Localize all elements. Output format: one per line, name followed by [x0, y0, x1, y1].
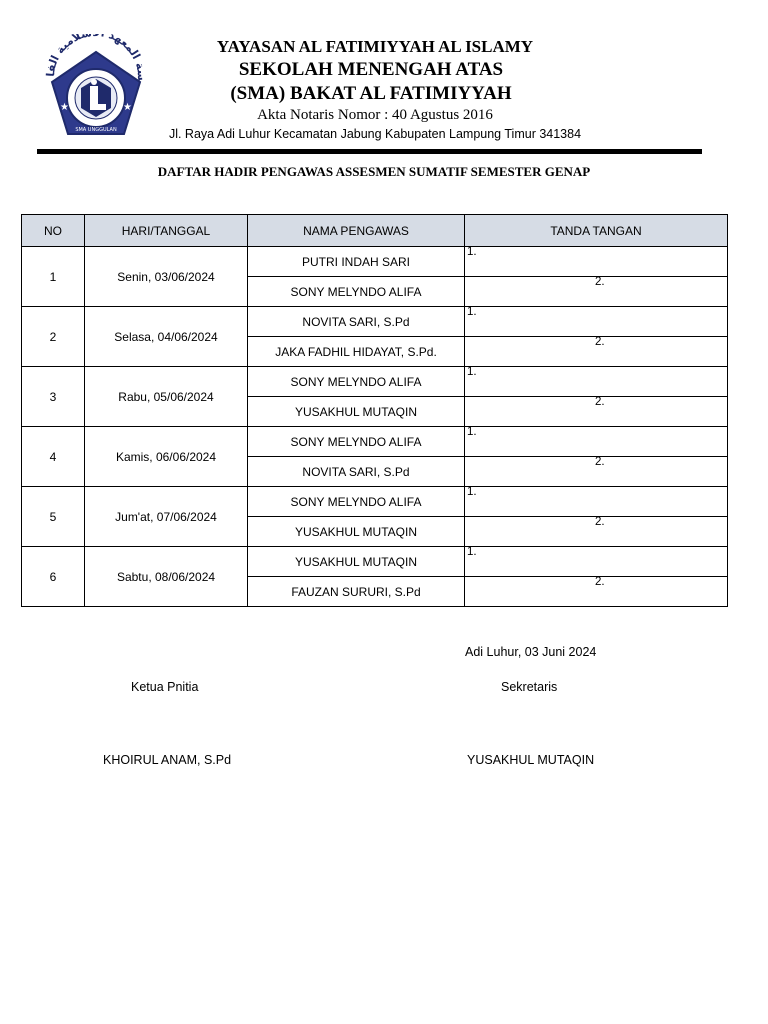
col-header-no: NO — [22, 215, 85, 247]
supervisor-1: NOVITA SARI, S.Pd — [248, 307, 465, 337]
signature-cell-1 — [465, 547, 728, 577]
signature-number-2: 2. — [595, 456, 605, 468]
signature-cell-1 — [465, 247, 728, 277]
signature-number-2: 2. — [595, 336, 605, 348]
signature-cell-2 — [465, 517, 728, 547]
table-row — [22, 307, 728, 337]
header-divider — [37, 149, 702, 154]
foundation-name: YAYASAN AL FATIMIYYAH AL ISLAMY — [216, 37, 534, 56]
signature-number-1: 1. — [467, 546, 477, 558]
signature-number-1: 1. — [467, 426, 477, 438]
row-date: Kamis, 06/06/2024 — [85, 427, 248, 487]
signature-cell-2 — [465, 277, 728, 307]
supervisor-1: SONY MELYNDO ALIFA — [248, 367, 465, 397]
signature-cell-1 — [465, 427, 728, 457]
svg-text:★: ★ — [123, 102, 132, 113]
signature-cell-2 — [465, 457, 728, 487]
col-header-supervisor: NAMA PENGAWAS — [248, 215, 465, 247]
row-date: Senin, 03/06/2024 — [85, 247, 248, 307]
supervisor-1: SONY MELYNDO ALIFA — [248, 427, 465, 457]
school-name: (SMA) BAKAT AL FATIMIYYAH — [230, 83, 512, 104]
signature-cell-1 — [465, 367, 728, 397]
supervisor-1: YUSAKHUL MUTAQIN — [248, 547, 465, 577]
attendance-table — [21, 214, 728, 607]
logo-bottom-text: SMA UNGGULAN — [75, 127, 117, 133]
table-row — [22, 367, 728, 397]
school-address: Jl. Raya Adi Luhur Kecamatan Jabung Kabupaten Lampung Timur 341384 — [168, 127, 582, 141]
supervisor-1: PUTRI INDAH SARI — [248, 247, 465, 277]
row-date: Jum'at, 07/06/2024 — [85, 487, 248, 547]
logo-outer-text: سة المعهد لامية الفا — [43, 34, 149, 82]
col-header-signature: TANDA TANGAN — [465, 215, 728, 247]
row-no: 3 — [22, 367, 85, 427]
signature-number-2: 2. — [595, 516, 605, 528]
signature-number-1: 1. — [467, 366, 477, 378]
signature-cell-1 — [465, 487, 728, 517]
notary-deed: Akta Notaris Nomor : 40 Agustus 2016 — [257, 107, 493, 123]
attendance-table-body — [22, 247, 728, 607]
row-date: Selasa, 04/06/2024 — [85, 307, 248, 367]
row-no: 5 — [22, 487, 85, 547]
table-row — [22, 547, 728, 577]
svg-text:★: ★ — [60, 102, 69, 113]
signature-cell-2 — [465, 397, 728, 427]
row-no: 6 — [22, 547, 85, 607]
supervisor-2: YUSAKHUL MUTAQIN — [248, 397, 465, 427]
table-header-row — [22, 215, 728, 247]
secretary-name: YUSAKHUL MUTAQIN — [467, 753, 595, 767]
row-no: 4 — [22, 427, 85, 487]
signature-number-2: 2. — [595, 276, 605, 288]
signature-number-2: 2. — [595, 576, 605, 588]
row-date: Sabtu, 08/06/2024 — [85, 547, 248, 607]
signature-number-1: 1. — [467, 486, 477, 498]
col-header-date: HARI/TANGGAL — [85, 215, 248, 247]
document-title: DAFTAR HADIR PENGAWAS ASSESMEN SUMATIF SEMESTER GENAP — [157, 164, 591, 179]
signature-number-1: 1. — [467, 306, 477, 318]
place-date: Adi Luhur, 03 Juni 2024 — [465, 645, 597, 659]
supervisor-2: SONY MELYNDO ALIFA — [248, 277, 465, 307]
table-row — [22, 427, 728, 457]
row-no: 2 — [22, 307, 85, 367]
chair-role: Ketua Pnitia — [131, 680, 199, 694]
supervisor-1: SONY MELYNDO ALIFA — [248, 487, 465, 517]
signature-cell-2 — [465, 577, 728, 607]
table-row — [22, 487, 728, 517]
signature-number-1: 1. — [467, 246, 477, 258]
supervisor-2: FAUZAN SURURI, S.Pd — [248, 577, 465, 607]
row-no: 1 — [22, 247, 85, 307]
row-date: Rabu, 05/06/2024 — [85, 367, 248, 427]
secretary-role: Sekretaris — [501, 680, 558, 694]
chair-name: KHOIRUL ANAM, S.Pd — [103, 753, 232, 767]
table-row — [22, 247, 728, 277]
supervisor-2: YUSAKHUL MUTAQIN — [248, 517, 465, 547]
signature-cell-2 — [465, 337, 728, 367]
school-level: SEKOLAH MENENGAH ATAS — [238, 59, 504, 80]
school-logo — [38, 34, 154, 138]
signature-cell-1 — [465, 307, 728, 337]
signature-number-2: 2. — [595, 396, 605, 408]
supervisor-2: JAKA FADHIL HIDAYAT, S.Pd. — [248, 337, 465, 367]
supervisor-2: NOVITA SARI, S.Pd — [248, 457, 465, 487]
